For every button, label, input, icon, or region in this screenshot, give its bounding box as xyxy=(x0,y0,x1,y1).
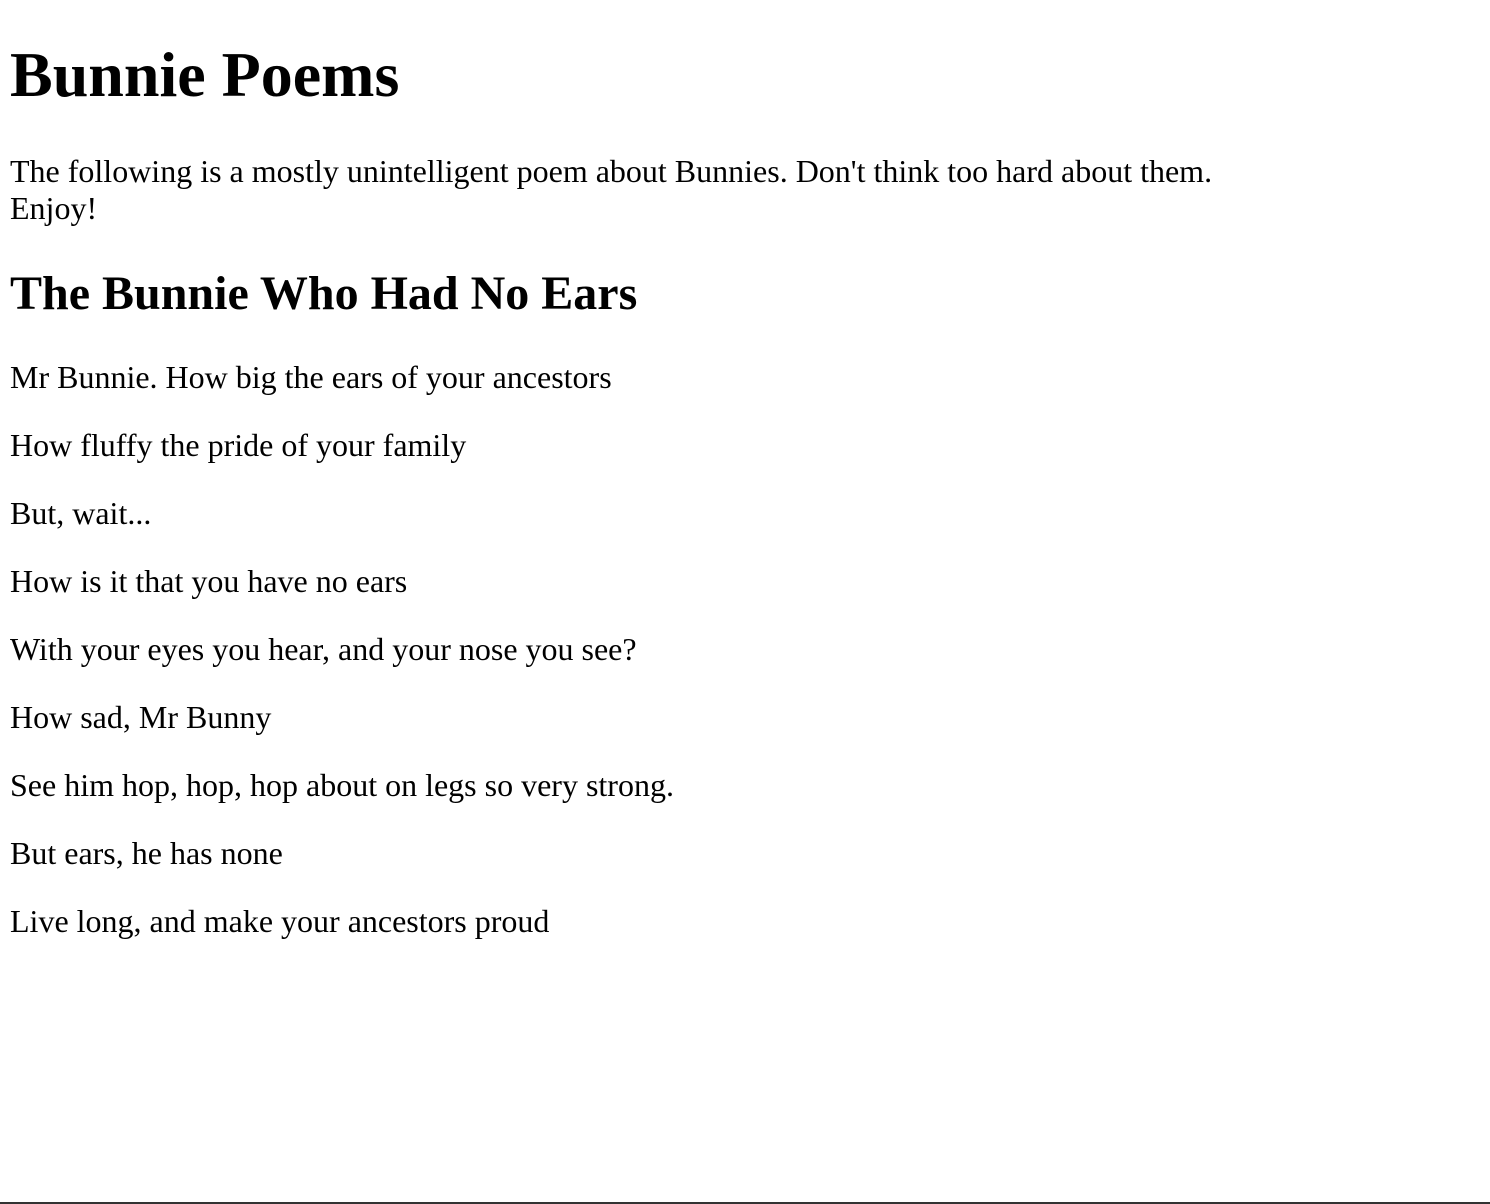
poem-title: The Bunnie Who Had No Ears xyxy=(10,267,638,320)
poem-line: How sad, Mr Bunny xyxy=(10,699,272,735)
intro-paragraph: The following is a mostly unintelligent poem about Bunnies. Don't think too hard about them. Enjoy! xyxy=(10,153,1213,226)
poem-line: See him hop, hop, hop about on legs so very strong. xyxy=(10,767,674,803)
poem-line: But ears, he has none xyxy=(10,835,283,871)
poem-line: How is it that you have no ears xyxy=(10,563,408,599)
poem-line: How fluffy the pride of your family xyxy=(10,427,467,463)
poem-line: With your eyes you hear, and your nose you see? xyxy=(10,631,637,667)
poem-line: But, wait... xyxy=(10,495,152,531)
poem-line: Live long, and make your ancestors proud xyxy=(10,903,550,939)
poem-body xyxy=(10,359,674,971)
page-title: Bunnie Poems xyxy=(10,39,400,110)
poem-line: Mr Bunnie. How big the ears of your ancestors xyxy=(10,359,612,395)
